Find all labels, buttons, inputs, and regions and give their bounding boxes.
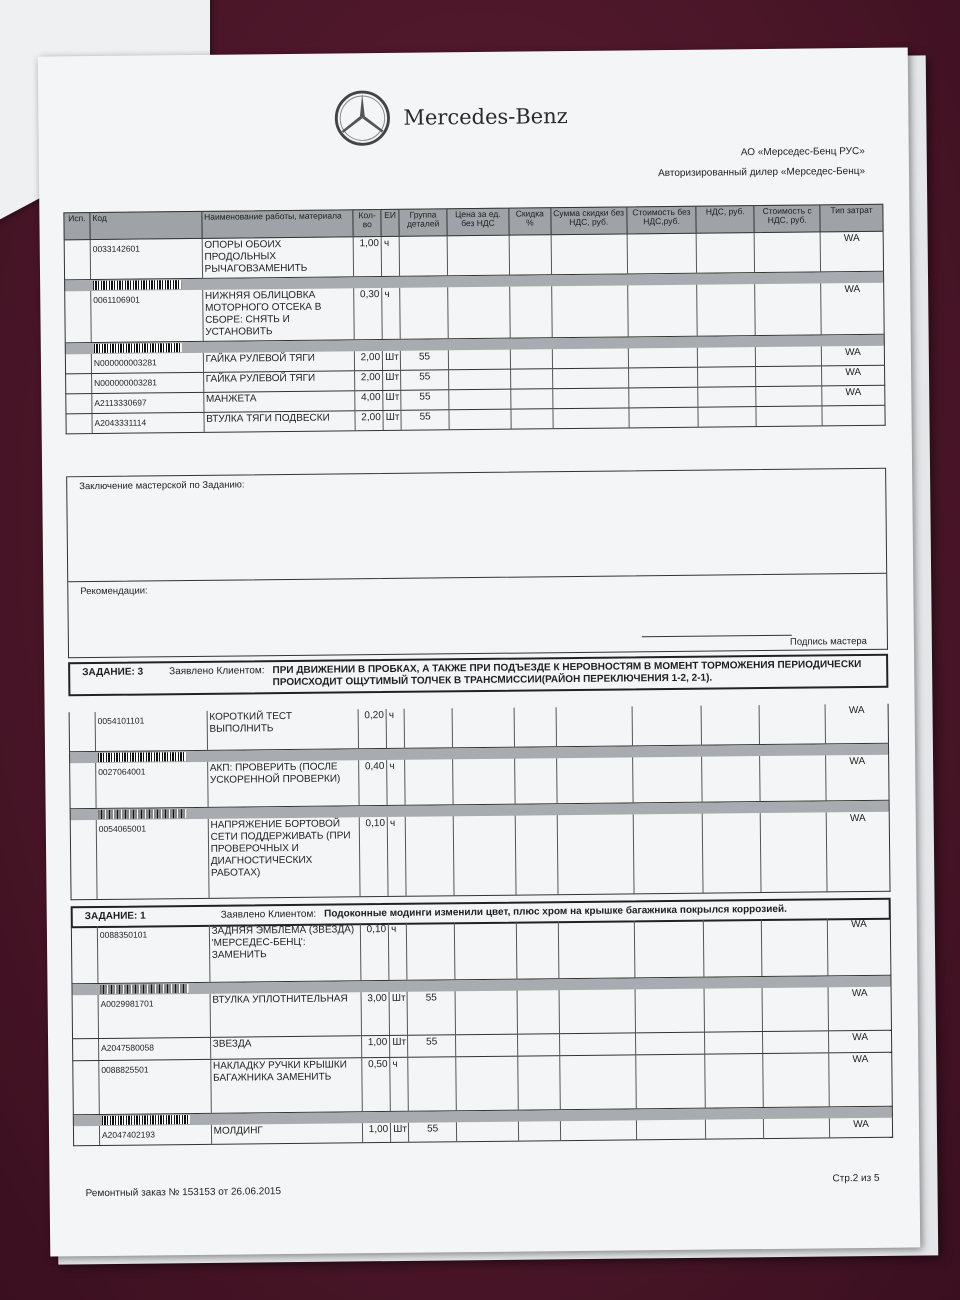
nds-cell bbox=[705, 1032, 763, 1054]
group-cell bbox=[405, 708, 453, 747]
group-cell: 55 bbox=[401, 390, 449, 410]
isp-cell bbox=[72, 926, 99, 983]
group-cell bbox=[407, 922, 455, 979]
cost-cell bbox=[628, 285, 698, 337]
code-cell: A2113330697 bbox=[92, 393, 204, 413]
group-cell: 55 bbox=[401, 350, 449, 370]
unit-cell: Шт bbox=[391, 1123, 409, 1142]
code-cell: 0054065001 bbox=[97, 819, 210, 899]
sum-discount-cell bbox=[553, 368, 629, 388]
cost-nds-cell bbox=[760, 704, 826, 744]
sum-discount-cell bbox=[560, 1055, 636, 1109]
discount-cell bbox=[511, 389, 553, 408]
name-cell: МАНЖЕТА bbox=[204, 391, 356, 412]
discount-cell bbox=[518, 1034, 560, 1055]
discount-cell bbox=[517, 990, 559, 1033]
group-cell bbox=[405, 759, 453, 804]
recommendations-box bbox=[67, 574, 888, 659]
type-cell: WA bbox=[843, 232, 860, 245]
qty-cell: 0,10 bbox=[360, 817, 389, 896]
unit-cell: ч bbox=[382, 237, 400, 276]
qty-cell: 3,00 bbox=[362, 992, 390, 1035]
name-cell: ОПОРЫ ОБОИХ ПРОДОЛЬНЫХ РЫЧАГОВЗАМЕНИТЬ bbox=[202, 237, 354, 278]
discount-cell bbox=[510, 235, 552, 274]
table-row bbox=[64, 283, 884, 344]
cost-cell bbox=[636, 1033, 706, 1055]
sum-discount-cell bbox=[553, 408, 629, 428]
group-cell bbox=[408, 1057, 456, 1110]
unit-cell: ч bbox=[382, 288, 401, 339]
isp-cell bbox=[71, 820, 98, 899]
type-cell: WA bbox=[849, 812, 866, 825]
sum-discount-cell bbox=[560, 1033, 636, 1055]
name-cell: НАКЛАДКУ РУЧКИ КРЫШКИ БАГАЖНИКА ЗАМЕНИТЬ bbox=[211, 1058, 363, 1113]
nds-cell bbox=[699, 407, 757, 427]
price-cell bbox=[455, 922, 517, 980]
code-cell: A2047402193 bbox=[100, 1125, 212, 1145]
name-cell: НИЖНЯЯ ОБЛИЦОВКА МОТОРНОГО ОТСЕКА В СБОРЕ: СНЯТЬ И УСТАНОВИТЬ bbox=[203, 288, 355, 341]
discount-cell bbox=[517, 921, 560, 978]
order-number: Ремонтный заказ № 153153 bbox=[85, 1186, 216, 1200]
price-cell bbox=[456, 991, 518, 1035]
brand-logo bbox=[333, 87, 568, 147]
barcode-icon bbox=[98, 752, 186, 762]
cost-cell bbox=[629, 368, 699, 388]
cost-nds-cell bbox=[755, 283, 821, 335]
unit-cell: ч bbox=[387, 709, 405, 748]
task1-rows bbox=[71, 918, 893, 1147]
price-cell bbox=[448, 287, 510, 339]
barcode-icon bbox=[93, 280, 181, 290]
group-cell: 55 bbox=[408, 991, 456, 1034]
group-cell bbox=[406, 816, 455, 895]
cost-cell bbox=[635, 989, 705, 1033]
type-cell: WA bbox=[845, 346, 861, 359]
sum-discount-cell bbox=[556, 706, 632, 746]
name-cell: МОЛДИНГ bbox=[212, 1123, 364, 1144]
barcode-icon bbox=[102, 1115, 190, 1125]
code-cell: N000000003281 bbox=[92, 353, 204, 373]
task1-client-label: Заявлено Клиентом: bbox=[220, 908, 317, 921]
name-cell: ГАЙКА РУЛЕВОЙ ТЯГИ bbox=[204, 371, 356, 392]
unit-cell: Шт bbox=[390, 1036, 408, 1057]
master-signature-label: Подпись мастера bbox=[789, 635, 867, 648]
type-cell: WA bbox=[848, 704, 865, 717]
cost-nds-cell bbox=[761, 812, 828, 892]
discount-cell bbox=[510, 286, 552, 337]
code-cell: A2043331114 bbox=[92, 413, 204, 433]
price-cell bbox=[454, 816, 517, 896]
name-cell: КОРОТКИЙ ТЕСТ ВЫПОЛНИТЬ bbox=[207, 709, 359, 750]
code-cell: 0088350101 bbox=[98, 925, 210, 983]
cost-cell bbox=[633, 757, 703, 803]
qty-cell: 0,40 bbox=[359, 760, 387, 805]
code-cell: N000000003281 bbox=[92, 373, 204, 393]
brand-name: Mercedes-Benz bbox=[403, 104, 568, 130]
table-row bbox=[71, 918, 892, 985]
col-type: Тип затрат bbox=[830, 204, 873, 216]
group-cell bbox=[400, 287, 448, 338]
task1-label: ЗАДАНИЕ: 1 bbox=[84, 910, 146, 923]
type-cell: WA bbox=[853, 1118, 869, 1131]
name-cell: ГАЙКА РУЛЕВОЙ ТЯГИ bbox=[204, 351, 356, 372]
isp-cell bbox=[66, 354, 92, 373]
sum-discount-cell bbox=[553, 388, 629, 408]
dealer-status: Авторизированный дилер «Мерседес-Бенц» bbox=[658, 165, 866, 180]
discount-cell bbox=[515, 758, 557, 803]
col-price: Цена за ед. без НДС bbox=[447, 209, 509, 236]
unit-cell: ч bbox=[387, 760, 405, 805]
works-table bbox=[63, 204, 885, 435]
col-sum-discount: Сумма скидки без НДС, руб. bbox=[551, 207, 627, 234]
isp-cell bbox=[73, 1061, 99, 1114]
nds-cell bbox=[698, 284, 756, 336]
nds-cell bbox=[698, 367, 756, 387]
qty-cell: 0,10 bbox=[361, 923, 390, 980]
name-cell: НАПРЯЖЕНИЕ БОРТОВОЙ СЕТИ ПОДДЕРЖИВАТЬ (ПРИ ПРОВЕРОЧНЫХ И ДИАГНОСТИЧЕСКИХ РАБОТАХ) bbox=[208, 817, 360, 898]
unit-cell: ч bbox=[389, 923, 408, 980]
name-cell: ВТУЛКА УПЛОТНИТЕЛЬНАЯ bbox=[210, 992, 362, 1037]
price-cell bbox=[450, 410, 512, 430]
price-cell bbox=[456, 1035, 518, 1057]
price-cell bbox=[453, 708, 515, 748]
col-unit: ЕИ bbox=[382, 210, 400, 236]
sum-discount-cell bbox=[561, 1120, 637, 1140]
name-cell: ЗАДНЯЯ ЭМБЛЕМА (ЗВЕЗДА) 'МЕРСЕДЕС-БЕНЦ': ЗАМЕНИТЬ bbox=[209, 923, 361, 982]
qty-cell: 0,20 bbox=[359, 709, 387, 748]
cost-nds-cell bbox=[755, 232, 821, 272]
task3-header bbox=[68, 654, 888, 697]
qty-cell: 2,00 bbox=[356, 411, 384, 430]
cost-nds-cell bbox=[756, 346, 822, 366]
type-cell: WA bbox=[844, 283, 861, 296]
qty-cell: 0,50 bbox=[363, 1058, 391, 1111]
cost-cell bbox=[632, 706, 702, 746]
price-cell bbox=[453, 759, 515, 805]
nds-cell bbox=[706, 1119, 764, 1139]
code-cell: 0088825501 bbox=[99, 1060, 211, 1114]
nds-cell bbox=[703, 813, 762, 893]
qty-cell: 0,30 bbox=[354, 288, 382, 339]
nds-cell bbox=[699, 387, 757, 407]
isp-cell bbox=[65, 240, 91, 279]
group-cell: 55 bbox=[401, 370, 449, 390]
isp-cell bbox=[73, 1039, 99, 1060]
qty-cell: 4,00 bbox=[356, 391, 384, 410]
cost-nds-cell bbox=[756, 366, 822, 386]
nds-cell bbox=[703, 756, 761, 802]
col-isp: Исп. bbox=[64, 213, 90, 239]
col-nds: НДС, руб. bbox=[697, 206, 755, 233]
qty-cell: 2,00 bbox=[355, 351, 383, 370]
col-cost-nds: Стоимость с НДС, руб. bbox=[755, 205, 821, 232]
nds-cell bbox=[705, 988, 763, 1032]
sum-discount-cell bbox=[551, 234, 627, 274]
nds-cell bbox=[706, 1054, 764, 1108]
cost-nds-cell bbox=[764, 1118, 830, 1138]
code-cell: 0033142601 bbox=[91, 239, 203, 279]
discount-cell bbox=[511, 349, 553, 368]
discount-cell bbox=[511, 369, 553, 388]
task3-complaint: ПРИ ДВИЖЕНИИ В ПРОБКАХ, А ТАКЖЕ ПРИ ПОДЪЕЗДЕ К НЕРОВНОСТЯМ В МОМЕНТ ТОРМОЖЕНИЯ ПЕРИОДИЧЕСКИ ПРОИСХОДИТ ОЩУТИМЫЙ ТОЛЧЕК В ТРАНСМИССИИ(РАЙОН ПЕРЕКЛЮЧЕНИЯ 1-2, 2-1). bbox=[272, 658, 862, 689]
task3-label: ЗАДАНИЕ: 3 bbox=[82, 666, 144, 679]
type-cell: WA bbox=[851, 987, 868, 1000]
name-cell: АКП: ПРОВЕРИТЬ (ПОСЛЕ УСКОРЕННОЙ ПРОВЕРКИ) bbox=[208, 760, 360, 807]
task3-client-label: Заявлено Клиентом: bbox=[169, 665, 265, 678]
nds-cell bbox=[698, 347, 756, 367]
isp-cell bbox=[70, 712, 96, 751]
col-cost: Стоимость без НДС,руб. bbox=[627, 207, 697, 234]
order-info bbox=[86, 1186, 281, 1199]
isp-cell bbox=[66, 414, 92, 433]
group-cell: 55 bbox=[409, 1122, 457, 1142]
type-cell bbox=[823, 406, 885, 426]
cost-cell bbox=[629, 408, 699, 428]
section1-rows bbox=[64, 232, 886, 435]
isp-cell bbox=[66, 394, 92, 413]
dealer-company: АО «Мерседес-Бенц РУС» bbox=[740, 145, 865, 159]
cost-cell bbox=[636, 1055, 706, 1109]
price-cell bbox=[449, 350, 511, 370]
sum-discount-cell bbox=[552, 285, 628, 337]
isp-cell bbox=[73, 995, 99, 1038]
code-cell: 0054101101 bbox=[96, 711, 208, 751]
isp-cell bbox=[70, 763, 96, 808]
type-cell: WA bbox=[845, 366, 862, 379]
sum-discount-cell bbox=[559, 989, 635, 1033]
price-cell bbox=[449, 370, 511, 390]
task3-rows bbox=[69, 704, 891, 901]
discount-cell bbox=[519, 1121, 561, 1140]
unit-cell: ч bbox=[390, 1058, 409, 1111]
cost-nds-cell bbox=[757, 406, 823, 426]
sum-discount-cell bbox=[553, 348, 629, 368]
unit-cell: Шт bbox=[383, 351, 401, 370]
cost-nds-cell bbox=[763, 1031, 829, 1053]
barcode-icon bbox=[94, 343, 182, 353]
col-group: Группа деталей bbox=[400, 209, 448, 236]
qty-cell: 1,00 bbox=[363, 1123, 391, 1142]
code-cell: 0061106901 bbox=[91, 290, 203, 342]
price-cell bbox=[449, 390, 511, 410]
qty-cell: 2,00 bbox=[355, 371, 383, 390]
type-cell: WA bbox=[852, 1053, 869, 1066]
cost-cell bbox=[627, 234, 697, 274]
code-cell: A2047580058 bbox=[99, 1038, 211, 1060]
conclusion-label: Заключение мастерской по Заданию: bbox=[79, 479, 245, 493]
sum-discount-cell bbox=[559, 920, 635, 978]
price-cell bbox=[457, 1122, 519, 1142]
col-name: Наименование работы, материала bbox=[202, 210, 354, 238]
col-code: Код bbox=[90, 212, 202, 239]
table-row bbox=[70, 812, 891, 901]
cost-cell bbox=[637, 1120, 707, 1140]
type-cell: WA bbox=[849, 755, 866, 768]
discount-cell bbox=[511, 409, 553, 428]
cost-cell bbox=[634, 920, 704, 978]
sum-discount-cell bbox=[558, 814, 635, 894]
qty-cell: 1,00 bbox=[354, 237, 382, 276]
name-cell: ВТУЛКА ТЯГИ ПОДВЕСКИ bbox=[204, 411, 356, 432]
type-cell: WA bbox=[851, 918, 867, 931]
col-discount: Скидка % bbox=[509, 208, 551, 234]
nds-cell bbox=[697, 233, 755, 273]
price-cell bbox=[456, 1057, 518, 1111]
cost-nds-cell bbox=[760, 755, 826, 801]
discount-cell bbox=[516, 815, 559, 894]
price-cell bbox=[448, 236, 510, 276]
col-qty: Кол-во bbox=[354, 210, 382, 236]
type-cell: WA bbox=[852, 1031, 869, 1044]
page-number: Стр.2 из 5 bbox=[832, 1172, 880, 1185]
cost-cell bbox=[628, 348, 698, 368]
signature-line bbox=[642, 635, 792, 638]
cost-cell bbox=[633, 814, 704, 894]
isp-cell bbox=[65, 291, 91, 342]
name-cell: ЗВЕЗДА bbox=[211, 1036, 363, 1059]
type-cell: WA bbox=[845, 386, 862, 399]
cost-nds-cell bbox=[763, 987, 829, 1031]
cost-cell bbox=[629, 388, 699, 408]
barcode-icon bbox=[99, 809, 187, 819]
unit-cell: Шт bbox=[383, 391, 401, 410]
task1-complaint: Подоконные модинги изменили цвет, плюс хром на крышке багажника покрылся коррозией. bbox=[324, 903, 787, 920]
three-pointed-star-icon bbox=[333, 89, 392, 148]
discount-cell bbox=[514, 707, 556, 746]
code-cell: 0027064001 bbox=[96, 762, 208, 808]
unit-cell: Шт bbox=[390, 992, 408, 1035]
cost-nds-cell bbox=[764, 1053, 830, 1107]
code-cell: A0029981701 bbox=[99, 994, 211, 1038]
qty-cell: 1,00 bbox=[362, 1036, 390, 1057]
unit-cell: Шт bbox=[383, 371, 401, 390]
isp-cell bbox=[66, 374, 92, 393]
discount-cell bbox=[518, 1056, 560, 1109]
unit-cell: Шт bbox=[384, 411, 402, 430]
group-cell: 55 bbox=[402, 410, 450, 430]
table-row bbox=[72, 1053, 893, 1116]
nds-cell bbox=[702, 705, 760, 745]
group-cell: 55 bbox=[408, 1035, 456, 1057]
recommendations-label: Рекомендации: bbox=[80, 585, 148, 598]
nds-cell bbox=[704, 919, 762, 977]
group-cell bbox=[400, 236, 448, 275]
barcode-icon bbox=[100, 984, 188, 994]
conclusion-box bbox=[66, 468, 887, 583]
document-page bbox=[38, 47, 921, 1256]
cost-nds-cell bbox=[762, 918, 828, 976]
sum-discount-cell bbox=[557, 757, 633, 803]
order-date: от 26.06.2015 bbox=[218, 1186, 282, 1198]
isp-cell bbox=[74, 1126, 100, 1145]
cost-nds-cell bbox=[757, 386, 823, 406]
unit-cell: ч bbox=[388, 817, 407, 896]
